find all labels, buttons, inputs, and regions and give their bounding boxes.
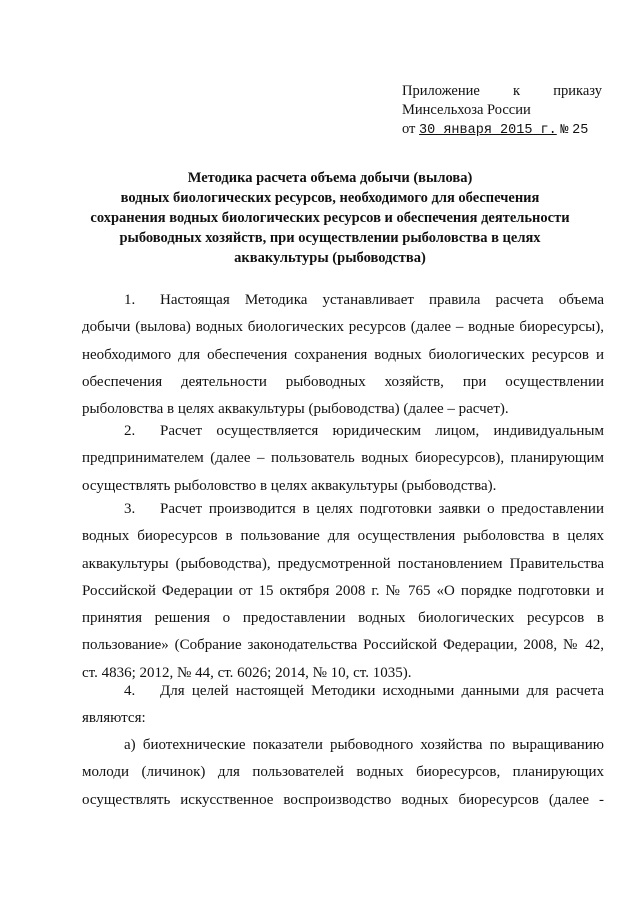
title-line: аквакультуры (рыбоводства) (234, 250, 426, 266)
paragraph-line: принятия решения о предоставлении водных биологических ресурсов в (82, 610, 604, 627)
title-line: Методика расчета объема добычи (вылова) (187, 170, 473, 186)
paragraph-text: Для целей настоящей Методики исходными данными для расчета (160, 683, 604, 699)
appendix-line-1 (402, 82, 602, 101)
appendix-number: 25 (572, 123, 589, 138)
paragraph-line: осуществлять искусственное воспроизводство водных биоресурсов (далее - (82, 791, 604, 808)
paragraph-line: водных биоресурсов в пользование для осуществления рыболовства в целях (82, 528, 604, 545)
paragraph-line: Российской Федерации от 15 октября 2008 г. № 765 «О порядке подготовки и (82, 582, 604, 599)
paragraph-text: Расчет производится в целях подготовки заявки о предоставлении (160, 501, 604, 517)
paragraph-number: 2. (124, 423, 136, 439)
paragraph-line: ст. 4836; 2012, № 44, ст. 6026; 2014, № 10, ст. 1035). (82, 664, 412, 681)
document-title (80, 168, 580, 268)
paragraph-line: обеспечения деятельности рыбоводных хозяйств, при осуществлении (82, 373, 604, 390)
paragraph-line: молоди (личинок) для пользователей водных биоресурсов, планирующих (82, 764, 604, 781)
paragraph-line (82, 678, 604, 705)
paragraph-line: а) биотехнические показатели рыбоводного хозяйства по выращиванию (124, 737, 604, 753)
paragraph-number: 3. (124, 501, 136, 517)
appendix-line-2: Минсельхоза России (402, 102, 531, 118)
paragraph-4 (82, 678, 604, 733)
paragraph-3 (82, 496, 604, 687)
appendix-word-2: к (513, 83, 521, 99)
title-line: рыбоводных хозяйств, при осуществлении рыболовства в целях (119, 230, 541, 246)
appendix-header (402, 82, 602, 140)
paragraph-2 (82, 418, 604, 500)
subparagraph-a (82, 732, 604, 814)
paragraph-line: добычи (вылова) водных биологических ресурсов (далее – водные биоресурсы), (82, 319, 604, 336)
paragraph-line: рыболовства в целях аквакультуры (рыбоводства) (далее – расчет). (82, 401, 509, 418)
appendix-word-3: приказу (553, 83, 602, 99)
appendix-date: 30 января 2015 г. (419, 123, 557, 138)
paragraph-line: предпринимателем (далее – пользователь водных биоресурсов), планирующим (82, 450, 604, 467)
paragraph-line: аквакультуры (рыбоводства), предусмотренной постановлением Правительства (82, 555, 604, 572)
paragraph-line (82, 418, 604, 445)
paragraph-line (82, 287, 604, 314)
paragraph-line (82, 496, 604, 523)
paragraph-number: 4. (124, 683, 136, 699)
appendix-word-1: Приложение (402, 83, 480, 99)
title-line: сохранения водных биологических ресурсов и обеспечения деятельности (90, 210, 570, 226)
paragraph-line: осуществлять рыболовство в целях аквакультуры (рыбоводства). (82, 477, 497, 494)
paragraph-line: являются: (82, 710, 146, 727)
paragraph-1 (82, 287, 604, 423)
appendix-line-3 (402, 120, 602, 140)
title-line: водных биологических ресурсов, необходимого для обеспечения (120, 190, 540, 206)
appendix-from: от (402, 121, 416, 137)
paragraph-text: Расчет осуществляется юридическим лицом, индивидуальным (160, 423, 604, 439)
paragraph-line: пользование» (Собрание законодательства Российской Федерации, 2008, № 42, (82, 637, 604, 654)
paragraph-text: Настоящая Методика устанавливает правила расчета объема (160, 292, 604, 308)
appendix-number-sign: № (560, 123, 569, 138)
paragraph-line: необходимого для обеспечения сохранения водных биологических ресурсов и (82, 346, 604, 363)
paragraph-number: 1. (124, 292, 136, 308)
